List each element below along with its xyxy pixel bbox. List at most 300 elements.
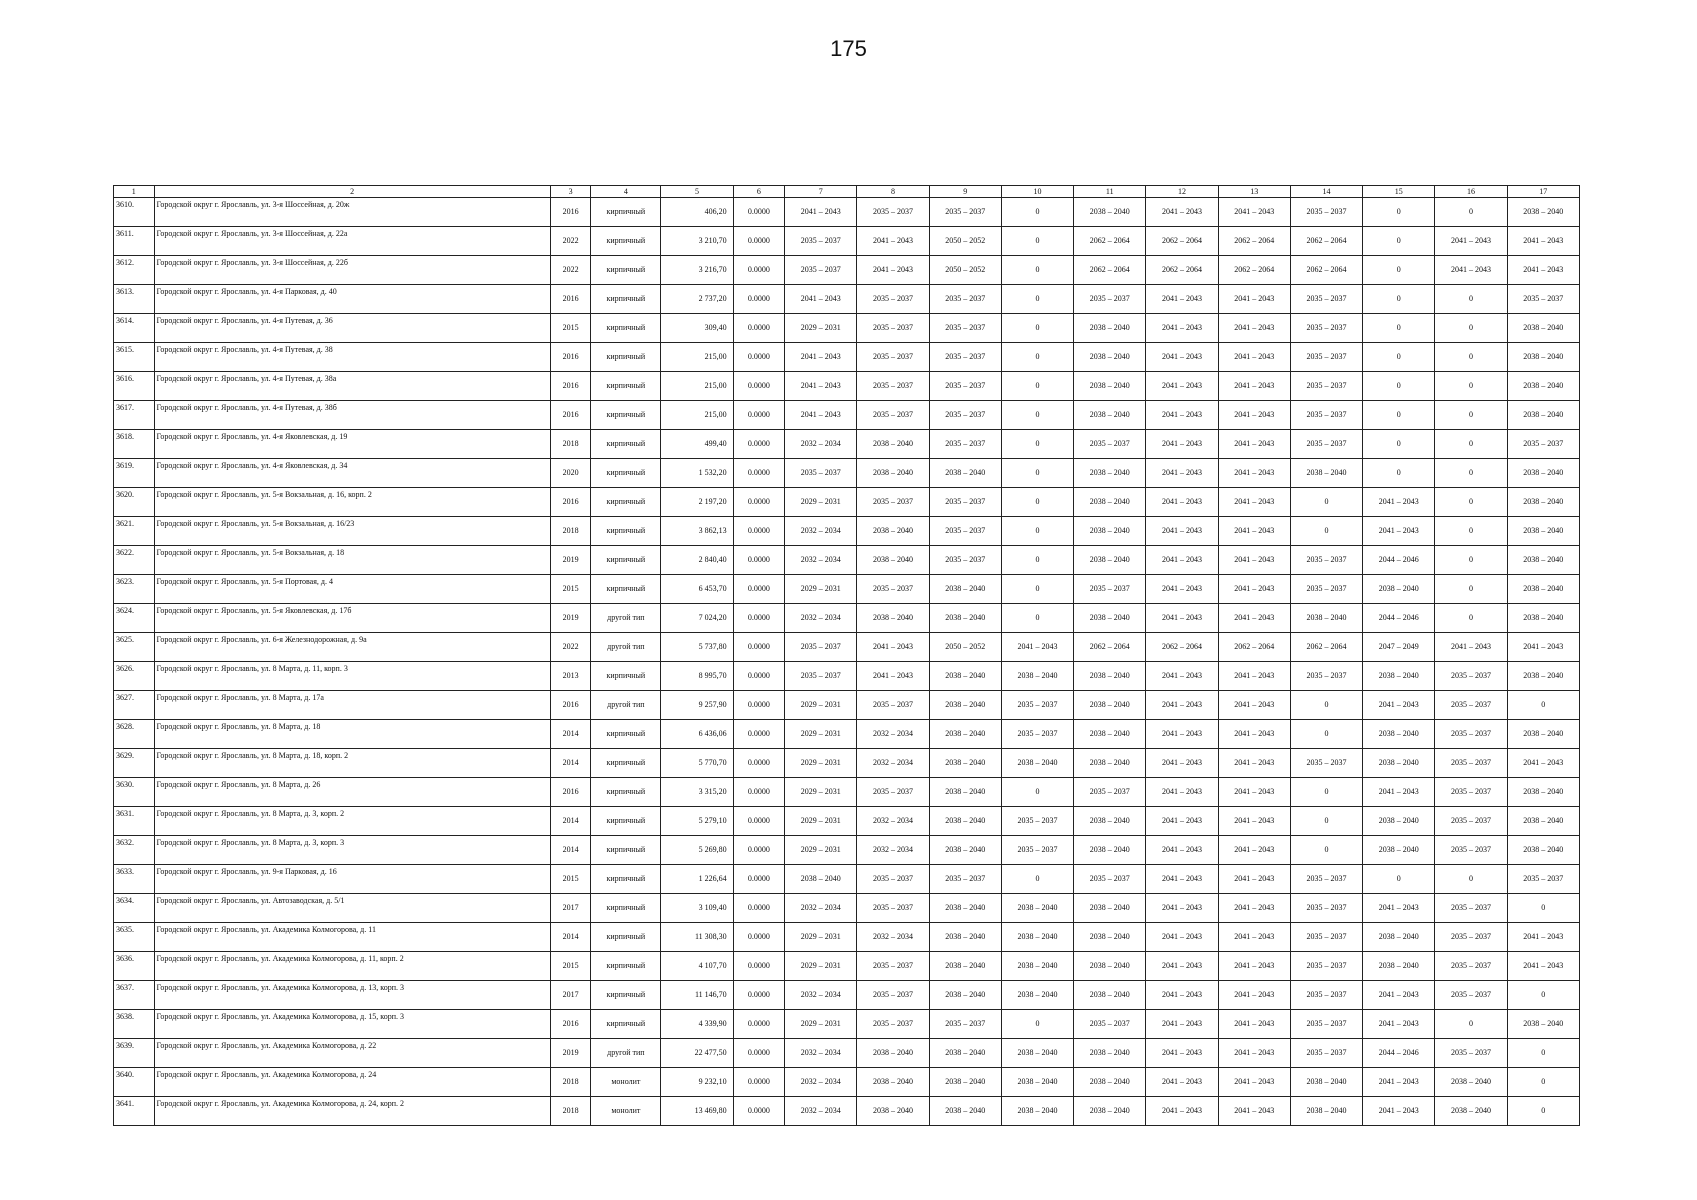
year-cell: 2018: [550, 517, 591, 546]
table-cell: 2035 – 2037: [857, 372, 929, 401]
table-cell: 2041 – 2043: [785, 372, 857, 401]
year-cell: 2013: [550, 662, 591, 691]
table-cell: 0: [1435, 865, 1507, 894]
area-cell: 4 339,90: [661, 1010, 733, 1039]
table-cell: 2035 – 2037: [1074, 865, 1146, 894]
table-cell: 0: [1363, 865, 1435, 894]
area-cell: 11 146,70: [661, 981, 733, 1010]
area-cell: 5 770,70: [661, 749, 733, 778]
table-cell: 2035 – 2037: [785, 256, 857, 285]
wall-material-cell: кирпичный: [591, 256, 661, 285]
table-cell: 2041 – 2043: [1507, 749, 1579, 778]
table-cell: 0.0000: [733, 952, 784, 981]
table-row: [114, 285, 1580, 314]
column-header-6: 6: [733, 186, 784, 198]
table-cell: 0: [1290, 807, 1362, 836]
table-cell: 0: [1001, 285, 1073, 314]
table-cell: 0: [1363, 285, 1435, 314]
year-cell: 2018: [550, 430, 591, 459]
row-number: 3639.: [114, 1039, 155, 1068]
row-number: 3635.: [114, 923, 155, 952]
area-cell: 499,40: [661, 430, 733, 459]
table-cell: 2029 – 2031: [785, 575, 857, 604]
table-cell: 0.0000: [733, 198, 784, 227]
row-number: 3620.: [114, 488, 155, 517]
wall-material-cell: кирпичный: [591, 923, 661, 952]
table-cell: 2038 – 2040: [1290, 604, 1362, 633]
table-cell: 2038 – 2040: [857, 430, 929, 459]
table-cell: 2041 – 2043: [1218, 314, 1290, 343]
table-cell: 2038 – 2040: [1074, 314, 1146, 343]
table-cell: 2038 – 2040: [1507, 488, 1579, 517]
table-cell: 2038 – 2040: [1507, 198, 1579, 227]
table-cell: 0: [1363, 314, 1435, 343]
table-cell: 0.0000: [733, 662, 784, 691]
table-cell: 2038 – 2040: [1074, 546, 1146, 575]
area-cell: 3 210,70: [661, 227, 733, 256]
row-number: 3636.: [114, 952, 155, 981]
table-cell: 2035 – 2037: [1435, 720, 1507, 749]
table-cell: 2041 – 2043: [1218, 198, 1290, 227]
table-cell: 2038 – 2040: [1001, 1039, 1073, 1068]
table-cell: 2041 – 2043: [1218, 778, 1290, 807]
table-row: [114, 343, 1580, 372]
year-cell: 2014: [550, 836, 591, 865]
table-cell: 2041 – 2043: [1218, 488, 1290, 517]
table-cell: 2038 – 2040: [1507, 314, 1579, 343]
address-cell: Городской округ г. Ярославль, ул. 5-я Яковлевская, д. 17б: [154, 604, 550, 633]
table-cell: 2038 – 2040: [929, 836, 1001, 865]
address-cell: Городской округ г. Ярославль, ул. 4-я Яковлевская, д. 19: [154, 430, 550, 459]
wall-material-cell: кирпичный: [591, 488, 661, 517]
table-row: [114, 575, 1580, 604]
address-cell: Городской округ г. Ярославль, ул. 8 Марта, д. 3, корп. 3: [154, 836, 550, 865]
table-cell: 2038 – 2040: [929, 604, 1001, 633]
table-cell: 0: [1363, 227, 1435, 256]
table-cell: 2035 – 2037: [929, 314, 1001, 343]
table-cell: 2041 – 2043: [1001, 633, 1073, 662]
table-cell: 2038 – 2040: [929, 894, 1001, 923]
table-cell: 0.0000: [733, 546, 784, 575]
table-cell: 2035 – 2037: [929, 285, 1001, 314]
table-cell: 0: [1001, 227, 1073, 256]
table-cell: 0.0000: [733, 488, 784, 517]
address-cell: Городской округ г. Ярославль, ул. Автозаводская, д. 5/1: [154, 894, 550, 923]
table-cell: 0.0000: [733, 285, 784, 314]
area-cell: 406,20: [661, 198, 733, 227]
area-cell: 1 532,20: [661, 459, 733, 488]
table-cell: 2041 – 2043: [1146, 517, 1218, 546]
table-cell: 2038 – 2040: [1290, 1068, 1362, 1097]
wall-material-cell: кирпичный: [591, 372, 661, 401]
area-cell: 2 840,40: [661, 546, 733, 575]
table-cell: 2038 – 2040: [1363, 923, 1435, 952]
row-number: 3611.: [114, 227, 155, 256]
header-row: [114, 186, 1580, 198]
table-cell: 2035 – 2037: [857, 314, 929, 343]
table-cell: 2062 – 2064: [1290, 256, 1362, 285]
table-cell: 2035 – 2037: [1435, 749, 1507, 778]
table-cell: 2041 – 2043: [1146, 981, 1218, 1010]
table-cell: 2041 – 2043: [1146, 923, 1218, 952]
table-cell: 2038 – 2040: [857, 604, 929, 633]
table-cell: 2035 – 2037: [929, 546, 1001, 575]
year-cell: 2019: [550, 1039, 591, 1068]
table-cell: 2038 – 2040: [929, 778, 1001, 807]
table-cell: 2032 – 2034: [785, 981, 857, 1010]
register-table: [113, 185, 1580, 1126]
table-cell: 0.0000: [733, 1068, 784, 1097]
table-cell: 0: [1001, 604, 1073, 633]
table-cell: 0: [1290, 488, 1362, 517]
table-cell: 2035 – 2037: [1435, 807, 1507, 836]
table-cell: 2062 – 2064: [1074, 256, 1146, 285]
table-cell: 2038 – 2040: [929, 981, 1001, 1010]
table-cell: 0: [1435, 488, 1507, 517]
row-number: 3630.: [114, 778, 155, 807]
table-cell: 2044 – 2046: [1363, 1039, 1435, 1068]
year-cell: 2016: [550, 691, 591, 720]
column-header-3: 3: [550, 186, 591, 198]
table-cell: 2035 – 2037: [785, 662, 857, 691]
table-cell: 2038 – 2040: [929, 923, 1001, 952]
table-cell: 2035 – 2037: [1435, 1039, 1507, 1068]
table-row: [114, 1039, 1580, 1068]
table-cell: 2038 – 2040: [1363, 662, 1435, 691]
table-cell: 2035 – 2037: [857, 401, 929, 430]
table-row: [114, 604, 1580, 633]
table-cell: 2038 – 2040: [929, 720, 1001, 749]
table-cell: 2041 – 2043: [1146, 807, 1218, 836]
table-cell: 0: [1363, 401, 1435, 430]
table-cell: 2041 – 2043: [1146, 1097, 1218, 1126]
address-cell: Городской округ г. Ярославль, ул. Академика Колмогорова, д. 24: [154, 1068, 550, 1097]
table-cell: 0: [1290, 836, 1362, 865]
table-row: [114, 430, 1580, 459]
table-cell: 2038 – 2040: [857, 517, 929, 546]
table-cell: 2035 – 2037: [1435, 981, 1507, 1010]
table-cell: 2041 – 2043: [1146, 662, 1218, 691]
address-cell: Городской округ г. Ярославль, ул. 3-я Шоссейная, д. 22б: [154, 256, 550, 285]
row-number: 3622.: [114, 546, 155, 575]
table-cell: 2035 – 2037: [929, 198, 1001, 227]
row-number: 3623.: [114, 575, 155, 604]
table-cell: 2038 – 2040: [1363, 836, 1435, 865]
table-cell: 2029 – 2031: [785, 720, 857, 749]
address-cell: Городской округ г. Ярославль, ул. 8 Марта, д. 17а: [154, 691, 550, 720]
wall-material-cell: кирпичный: [591, 459, 661, 488]
table-cell: 2044 – 2046: [1363, 546, 1435, 575]
table-cell: 2038 – 2040: [1290, 459, 1362, 488]
table-cell: 0: [1435, 401, 1507, 430]
table-cell: 2035 – 2037: [1290, 343, 1362, 372]
table-cell: 0.0000: [733, 459, 784, 488]
wall-material-cell: кирпичный: [591, 865, 661, 894]
area-cell: 2 197,20: [661, 488, 733, 517]
row-number: 3638.: [114, 1010, 155, 1039]
year-cell: 2015: [550, 575, 591, 604]
year-cell: 2016: [550, 343, 591, 372]
table-cell: 2032 – 2034: [785, 546, 857, 575]
page-number: 175: [830, 36, 867, 61]
table-cell: 2041 – 2043: [857, 633, 929, 662]
table-cell: 2041 – 2043: [1507, 256, 1579, 285]
table-cell: 2035 – 2037: [1001, 807, 1073, 836]
table-cell: 2038 – 2040: [1074, 749, 1146, 778]
table-cell: 2038 – 2040: [1074, 198, 1146, 227]
table-cell: 2041 – 2043: [1218, 546, 1290, 575]
table-cell: 0: [1435, 343, 1507, 372]
table-cell: 2032 – 2034: [785, 1097, 857, 1126]
year-cell: 2016: [550, 488, 591, 517]
table-cell: 2041 – 2043: [1146, 488, 1218, 517]
table-cell: 2047 – 2049: [1363, 633, 1435, 662]
table-cell: 2038 – 2040: [1074, 372, 1146, 401]
table-cell: 2041 – 2043: [1435, 256, 1507, 285]
table-cell: 2038 – 2040: [1001, 894, 1073, 923]
table-cell: 2041 – 2043: [1363, 778, 1435, 807]
table-cell: 2038 – 2040: [929, 749, 1001, 778]
table-cell: 2038 – 2040: [1507, 459, 1579, 488]
table-cell: 2035 – 2037: [1435, 662, 1507, 691]
table-row: [114, 981, 1580, 1010]
table-cell: 2041 – 2043: [785, 285, 857, 314]
table-cell: 0.0000: [733, 1039, 784, 1068]
table-cell: 2041 – 2043: [1146, 691, 1218, 720]
table-cell: 2041 – 2043: [857, 662, 929, 691]
table-cell: 2038 – 2040: [1435, 1097, 1507, 1126]
table-cell: 2041 – 2043: [1146, 604, 1218, 633]
area-cell: 309,40: [661, 314, 733, 343]
table-cell: 2041 – 2043: [1363, 894, 1435, 923]
table-cell: 2038 – 2040: [1074, 923, 1146, 952]
wall-material-cell: кирпичный: [591, 1010, 661, 1039]
year-cell: 2017: [550, 981, 591, 1010]
table-cell: 0.0000: [733, 1010, 784, 1039]
table-cell: 2038 – 2040: [1074, 343, 1146, 372]
table-cell: 2035 – 2037: [1435, 691, 1507, 720]
table-cell: 2038 – 2040: [1507, 343, 1579, 372]
table-cell: 2038 – 2040: [1001, 1068, 1073, 1097]
table-cell: 2038 – 2040: [929, 459, 1001, 488]
table-cell: 2041 – 2043: [1146, 749, 1218, 778]
table-cell: 2050 – 2052: [929, 256, 1001, 285]
table-cell: 2035 – 2037: [1290, 314, 1362, 343]
table-cell: 0: [1290, 720, 1362, 749]
year-cell: 2016: [550, 1010, 591, 1039]
table-cell: 2062 – 2064: [1146, 227, 1218, 256]
table-row: [114, 691, 1580, 720]
table-cell: 2029 – 2031: [785, 923, 857, 952]
table-cell: 0: [1363, 372, 1435, 401]
table-cell: 2041 – 2043: [1218, 749, 1290, 778]
table-cell: 2041 – 2043: [1146, 372, 1218, 401]
wall-material-cell: кирпичный: [591, 517, 661, 546]
address-cell: Городской округ г. Ярославль, ул. Академика Колмогорова, д. 11, корп. 2: [154, 952, 550, 981]
table-cell: 2041 – 2043: [1435, 633, 1507, 662]
table-cell: 2038 – 2040: [1507, 604, 1579, 633]
table-cell: 0: [1507, 1068, 1579, 1097]
table-cell: 2029 – 2031: [785, 778, 857, 807]
table-cell: 2035 – 2037: [1290, 575, 1362, 604]
year-cell: 2022: [550, 633, 591, 662]
table-cell: 2038 – 2040: [1074, 662, 1146, 691]
year-cell: 2014: [550, 923, 591, 952]
table-cell: 2041 – 2043: [785, 343, 857, 372]
table-cell: 2032 – 2034: [785, 430, 857, 459]
table-cell: 2038 – 2040: [1074, 720, 1146, 749]
table-cell: 0.0000: [733, 401, 784, 430]
address-cell: Городской округ г. Ярославль, ул. 4-я Путевая, д. 38б: [154, 401, 550, 430]
column-header-17: 17: [1507, 186, 1579, 198]
table-cell: 2035 – 2037: [1290, 546, 1362, 575]
address-cell: Городской округ г. Ярославль, ул. 5-я Портовая, д. 4: [154, 575, 550, 604]
table-cell: 2029 – 2031: [785, 1010, 857, 1039]
year-cell: 2014: [550, 720, 591, 749]
table-cell: 2038 – 2040: [1001, 662, 1073, 691]
table-cell: 2038 – 2040: [1363, 807, 1435, 836]
row-number: 3614.: [114, 314, 155, 343]
area-cell: 215,00: [661, 343, 733, 372]
table-cell: 2035 – 2037: [1435, 836, 1507, 865]
wall-material-cell: кирпичный: [591, 546, 661, 575]
area-cell: 2 737,20: [661, 285, 733, 314]
table-cell: 2062 – 2064: [1218, 227, 1290, 256]
table-cell: 0.0000: [733, 1097, 784, 1126]
table-cell: 2041 – 2043: [1507, 952, 1579, 981]
table-cell: 2041 – 2043: [1146, 865, 1218, 894]
wall-material-cell: кирпичный: [591, 836, 661, 865]
table-cell: 2041 – 2043: [1218, 430, 1290, 459]
table-cell: 2041 – 2043: [1218, 691, 1290, 720]
table-cell: 0: [1001, 372, 1073, 401]
table-cell: 2041 – 2043: [1218, 459, 1290, 488]
column-header-12: 12: [1146, 186, 1218, 198]
table-cell: 2062 – 2064: [1074, 227, 1146, 256]
year-cell: 2015: [550, 314, 591, 343]
column-header-15: 15: [1363, 186, 1435, 198]
table-cell: 2041 – 2043: [1363, 691, 1435, 720]
table-cell: 2041 – 2043: [1218, 1039, 1290, 1068]
table-cell: 2062 – 2064: [1218, 256, 1290, 285]
wall-material-cell: кирпичный: [591, 720, 661, 749]
table-cell: 0: [1363, 459, 1435, 488]
table-cell: 0: [1363, 343, 1435, 372]
row-number: 3617.: [114, 401, 155, 430]
table-cell: 2041 – 2043: [1218, 1097, 1290, 1126]
table-cell: 2050 – 2052: [929, 633, 1001, 662]
table-cell: 2041 – 2043: [1218, 952, 1290, 981]
area-cell: 8 995,70: [661, 662, 733, 691]
table-cell: 2035 – 2037: [1290, 981, 1362, 1010]
table-cell: 2035 – 2037: [929, 1010, 1001, 1039]
table-cell: 2032 – 2034: [785, 1068, 857, 1097]
year-cell: 2015: [550, 952, 591, 981]
table-cell: 0.0000: [733, 778, 784, 807]
table-cell: 0: [1001, 198, 1073, 227]
table-cell: 0: [1001, 546, 1073, 575]
column-header-5: 5: [661, 186, 733, 198]
wall-material-cell: кирпичный: [591, 285, 661, 314]
table-cell: 2038 – 2040: [1074, 401, 1146, 430]
table-cell: 2038 – 2040: [1074, 488, 1146, 517]
column-header-8: 8: [857, 186, 929, 198]
table-cell: 2062 – 2064: [1074, 633, 1146, 662]
year-cell: 2014: [550, 749, 591, 778]
table-cell: 2035 – 2037: [1435, 778, 1507, 807]
table-cell: 2038 – 2040: [1074, 1039, 1146, 1068]
table-cell: 2038 – 2040: [929, 807, 1001, 836]
column-header-7: 7: [785, 186, 857, 198]
table-cell: 2035 – 2037: [1074, 575, 1146, 604]
table-cell: 2041 – 2043: [1507, 227, 1579, 256]
address-cell: Городской округ г. Ярославль, ул. 3-я Шоссейная, д. 20ж: [154, 198, 550, 227]
address-cell: Городской округ г. Ярославль, ул. 5-я Вокзальная, д. 16, корп. 2: [154, 488, 550, 517]
table-cell: 2041 – 2043: [1146, 778, 1218, 807]
area-cell: 5 737,80: [661, 633, 733, 662]
table-cell: 2038 – 2040: [929, 952, 1001, 981]
table-cell: 0.0000: [733, 604, 784, 633]
wall-material-cell: кирпичный: [591, 430, 661, 459]
table-cell: 2035 – 2037: [857, 981, 929, 1010]
table-cell: 2029 – 2031: [785, 749, 857, 778]
area-cell: 3 109,40: [661, 894, 733, 923]
table-row: [114, 1068, 1580, 1097]
row-number: 3618.: [114, 430, 155, 459]
table-cell: 2038 – 2040: [1001, 923, 1073, 952]
area-cell: 11 308,30: [661, 923, 733, 952]
year-cell: 2016: [550, 198, 591, 227]
table-cell: 2041 – 2043: [1146, 459, 1218, 488]
row-number: 3626.: [114, 662, 155, 691]
table-cell: 2035 – 2037: [929, 517, 1001, 546]
year-cell: 2016: [550, 372, 591, 401]
table-cell: 2029 – 2031: [785, 314, 857, 343]
table-cell: 2038 – 2040: [1363, 749, 1435, 778]
table-cell: 2041 – 2043: [857, 227, 929, 256]
address-cell: Городской округ г. Ярославль, ул. Академика Колмогорова, д. 13, корп. 3: [154, 981, 550, 1010]
table-cell: 2035 – 2037: [1290, 865, 1362, 894]
table-cell: 2041 – 2043: [1363, 517, 1435, 546]
table-cell: 0: [1001, 488, 1073, 517]
row-number: 3633.: [114, 865, 155, 894]
area-cell: 6 436,06: [661, 720, 733, 749]
table-cell: 2041 – 2043: [1507, 633, 1579, 662]
table-cell: 2038 – 2040: [1074, 604, 1146, 633]
table-cell: 0.0000: [733, 865, 784, 894]
table-row: [114, 314, 1580, 343]
table-cell: 2038 – 2040: [929, 1039, 1001, 1068]
address-cell: Городской округ г. Ярославль, ул. 5-я Вокзальная, д. 18: [154, 546, 550, 575]
address-cell: Городской округ г. Ярославль, ул. Академика Колмогорова, д. 15, корп. 3: [154, 1010, 550, 1039]
wall-material-cell: кирпичный: [591, 314, 661, 343]
table-cell: 2038 – 2040: [1074, 517, 1146, 546]
table-cell: 2035 – 2037: [857, 1010, 929, 1039]
table-cell: 2032 – 2034: [785, 894, 857, 923]
row-number: 3612.: [114, 256, 155, 285]
table-cell: 2038 – 2040: [929, 662, 1001, 691]
table-cell: 2038 – 2040: [1507, 662, 1579, 691]
area-cell: 7 024,20: [661, 604, 733, 633]
table-cell: 0: [1507, 1097, 1579, 1126]
table-cell: 2041 – 2043: [1146, 575, 1218, 604]
table-cell: 0: [1435, 459, 1507, 488]
address-cell: Городской округ г. Ярославль, ул. 8 Марта, д. 11, корп. 3: [154, 662, 550, 691]
table-cell: 2062 – 2064: [1146, 633, 1218, 662]
year-cell: 2019: [550, 546, 591, 575]
table-row: [114, 488, 1580, 517]
table-cell: 2041 – 2043: [1218, 285, 1290, 314]
